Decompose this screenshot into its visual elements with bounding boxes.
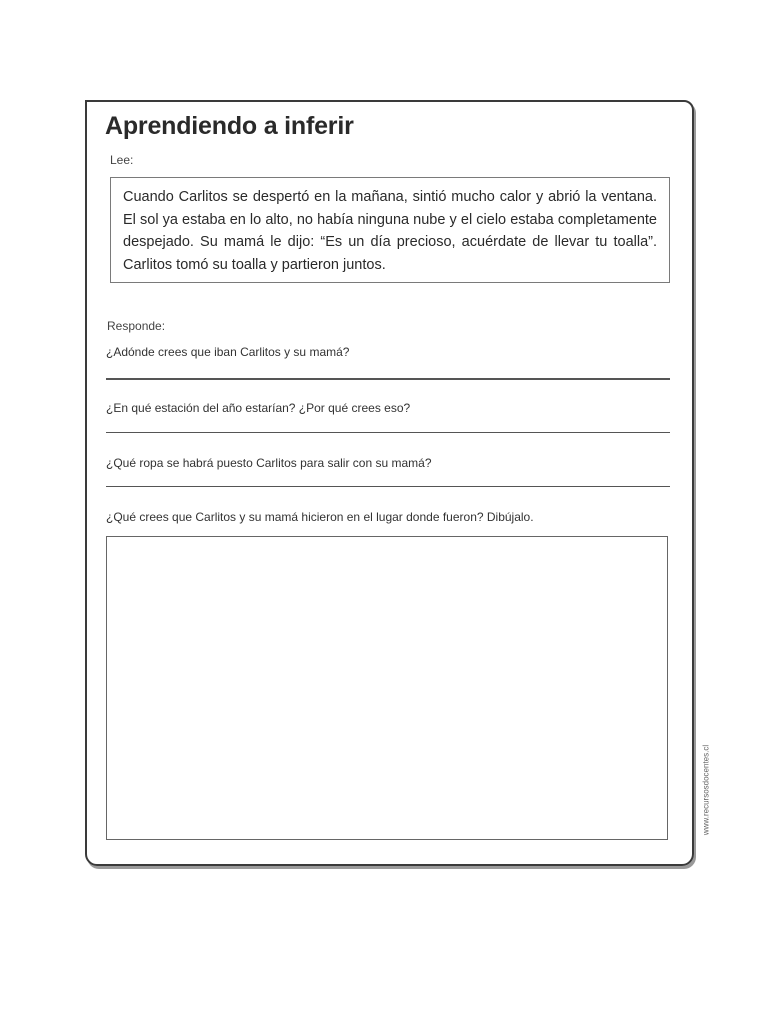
- answer-line-2[interactable]: [106, 432, 670, 433]
- respond-instruction: Responde:: [107, 319, 166, 333]
- answer-line-1[interactable]: [106, 378, 670, 380]
- question-1: ¿Adónde crees que iban Carlitos y su mamá?: [106, 345, 350, 359]
- question-2: ¿En qué estación del año estarían? ¿Por qué crees eso?: [106, 401, 411, 415]
- question-4: ¿Qué crees que Carlitos y su mamá hicieron en el lugar donde fueron? Dibújalo.: [106, 510, 534, 524]
- worksheet-title: Aprendiendo a inferir: [105, 112, 354, 140]
- watermark-text: www.recursosdocentes.cl: [701, 744, 711, 836]
- question-3: ¿Qué ropa se habrá puesto Carlitos para salir con su mamá?: [106, 456, 432, 470]
- drawing-area[interactable]: [106, 536, 668, 840]
- answer-line-3[interactable]: [106, 486, 670, 487]
- watermark: [700, 730, 712, 850]
- reading-passage-box: [110, 177, 670, 283]
- read-instruction: Lee:: [110, 153, 134, 167]
- reading-passage: Cuando Carlitos se despertó en la mañana, sintió mucho calor y abrió la ventana. El sol ya estaba en lo alto, no había ninguna nube y el cielo estaba completamente despejado. Su mamá le dijo: “Es un día precioso, acuérdate de llevar tu toalla”. Carlitos tomó su toalla y partieron juntos.: [123, 189, 657, 273]
